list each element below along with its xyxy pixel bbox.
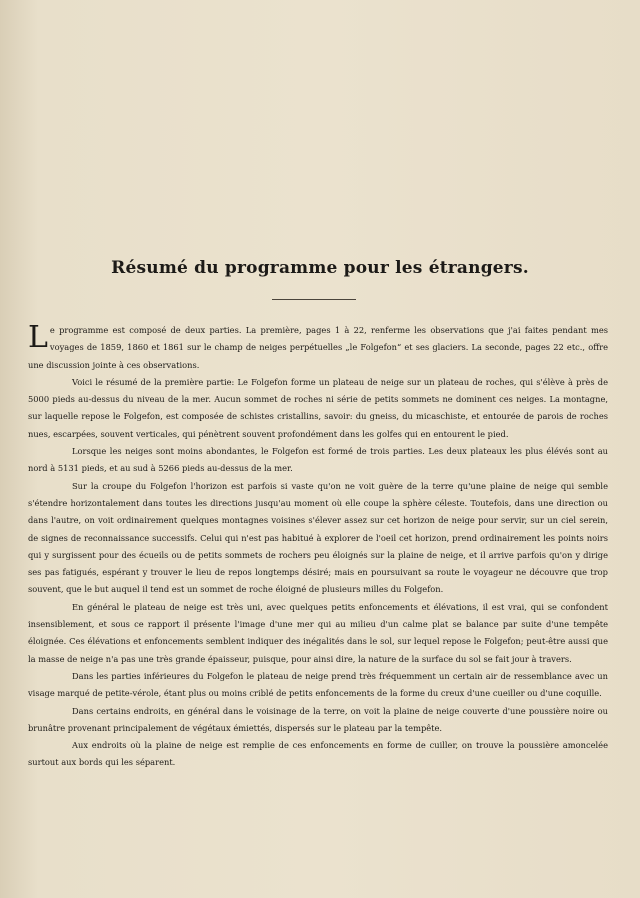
paragraph-2: Voici le résumé de la première partie: Le Folgefon forme un plateau de neige sur un plateau de roches, qui s'élève à près de 5000 pieds au-dessus du niveau de la mer. Aucun sommet de roches ni série de petits sommets ne dominent ces neiges. La montagne, sur laquelle repose le Folgefon, est composée de schistes cristallins, savoir: du gneiss, du micaschiste, et entourée de parois de roches nues, escarpées, souvent verticales, qui pénètrent souvent profondément dans les golfes qui en entourent le pied. <box>28 376 608 439</box>
drop-cap: L <box>28 320 48 355</box>
paragraph-5: En général le plateau de neige est très uni, avec quelques petits enfoncements et élévations, il est vrai, qui se confondent insensiblement, et sous ce rapport il présente l'image d'une mer qui au milieu d'un calme plat se balance par suite d'une tempête éloignée. Ces élévations et enfoncements semblent indiquer des inégalités dans le sol, sur lequel repose le Folgefon; peut-être aussi que la masse de neige n'a pas une très grande épaisseur, puisque, pour ainsi dire, la nature de la surface du sol se fait jour à travers. <box>28 601 608 664</box>
title-divider <box>272 299 356 300</box>
paragraph-7: Dans certains endroits, en général dans le voisinage de la terre, on voit la plaine de neige couverte d'une poussière noire ou brunâtre provenant principalement de végétaux émiettés, dispersés sur le plateau par la tempête. <box>28 705 608 733</box>
paragraph-1-text: e programme est composé de deux parties. La première, pages 1 à 22, renferme les observations que j'ai faites pendant mes voyages de 1859, 1860 et 1861 sur le champ de neiges perpétuelles „le Folgefon“ et ses glaciers. La seconde, pages 22 etc., offre une discussion jointe à ces observations. <box>28 325 608 370</box>
paragraph-6: Dans les parties inférieures du Folgefon le plateau de neige prend très fréquemment un certain air de ressemblance avec un visage marqué de petite-vérole, étant plus ou moins criblé de petits enfoncements de la forme du creux d'une cueiller ou d'une coquille. <box>28 670 608 699</box>
body-text <box>28 322 608 772</box>
paragraph-3: Lorsque les neiges sont moins abondantes, le Folgefon est formé de trois parties. Les deux plateaux les plus élévés sont au nord à 5131 pieds, et au sud à 5266 pieds au-dessus de la mer. <box>28 446 608 474</box>
paragraph-8: Aux endroits où la plaine de neige est remplie de ces enfoncements en forme de cuiller, on trouve la poussière amoncelée surtout aux bords qui les séparent. <box>28 740 608 768</box>
paragraph-1 <box>28 322 608 374</box>
page-title: Résumé du programme pour les étrangers. <box>111 258 529 278</box>
paragraph-4: Sur la croupe du Folgefon l'horizon est parfois si vaste qu'on ne voit guère de la terre qu'une plaine de neige qui semble s'étendre horizontalement dans toutes les directions jusqu'au moment où elle coupe la sphère céleste. Toutefois, dans une direction ou dans l'autre, on voit ordinairement quelques montagnes voisines s'élever assez sur cet horizon de neige pour servir, sur un ciel serein, de signes de reconnaissance successifs. Celui qui n'est pas habitué à explorer de l'oeil cet horizon, prend ordinairement les points noirs qui y surgissent pour des écueils ou de petits sommets de rochers peu éloignés sur la plaine de neige, et il arrive parfois qu'on y dirige ses pas fatigués, espérant y trouver le lieu de repos longtemps désiré; mais en poursuivant sa route le voyageur ne découvre que trop souvent, que le but auquel il tend est un sommet de roche éloigné de plusieurs milles du Folgefon. <box>28 480 608 595</box>
